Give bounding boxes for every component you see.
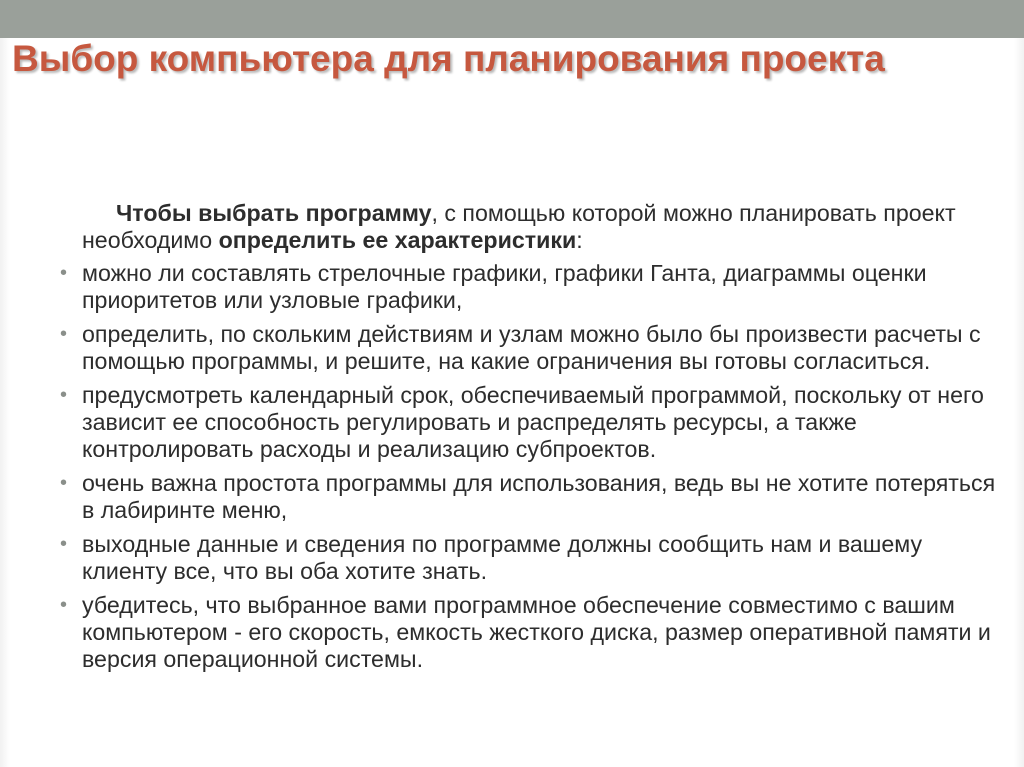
list-item — [60, 382, 1010, 463]
intro-bold-1: Чтобы выбрать программу — [116, 200, 432, 226]
list-item — [60, 321, 1010, 375]
list-item — [60, 531, 1010, 585]
bullet-text: очень важна простота программы для использования, ведь вы не хотите потеряться в лабиринте меню, — [82, 470, 996, 523]
bullet-icon: • — [60, 323, 68, 345]
intro-text-1: , с помощью которой можно планировать проект необходимо — [82, 200, 956, 253]
bullet-text: предусмотреть календарный срок, обеспечиваемый программой, поскольку от него зависит ее способность регулировать и распределять ресурсы, а также контролировать расходы и реализацию субпроектов. — [82, 382, 984, 462]
intro-lead-indent — [82, 200, 116, 226]
bullet-text: выходные данные и сведения по программе должны сообщить нам и вашему клиенту все, что вы оба хотите знать. — [82, 531, 923, 584]
bullet-icon: • — [60, 533, 68, 555]
slide-title: Выбор компьютера для планирования проекта — [12, 38, 885, 79]
bullet-text: можно ли составлять стрелочные графики, графики Ганта, диаграммы оценки приоритетов или узловые графики, — [82, 260, 927, 313]
bullet-text: определить, по скольким действиям и узлам можно было бы произвести расчеты с помощью программы, и решите, на какие ограничения вы готовы согласиться. — [82, 321, 981, 374]
intro-text-2: : — [576, 227, 583, 253]
list-item — [60, 260, 1010, 314]
bullet-icon: • — [60, 384, 68, 406]
list-item — [60, 592, 1010, 673]
top-bar — [0, 0, 1024, 38]
bullet-icon: • — [60, 472, 68, 494]
bullet-icon: • — [60, 594, 68, 616]
bullet-icon: • — [60, 262, 68, 284]
intro-bold-2: определить ее характеристики — [218, 227, 577, 253]
list-item — [60, 470, 1010, 524]
bullet-list — [60, 260, 1010, 673]
intro-paragraph — [60, 200, 1010, 254]
bullet-text: убедитесь, что выбранное вами программное обеспечение совместимо с вашим компьютером - его скорость, емкость жесткого диска, размер оперативной памяти и версия операционной системы. — [82, 592, 991, 672]
slide-content — [60, 200, 1010, 680]
